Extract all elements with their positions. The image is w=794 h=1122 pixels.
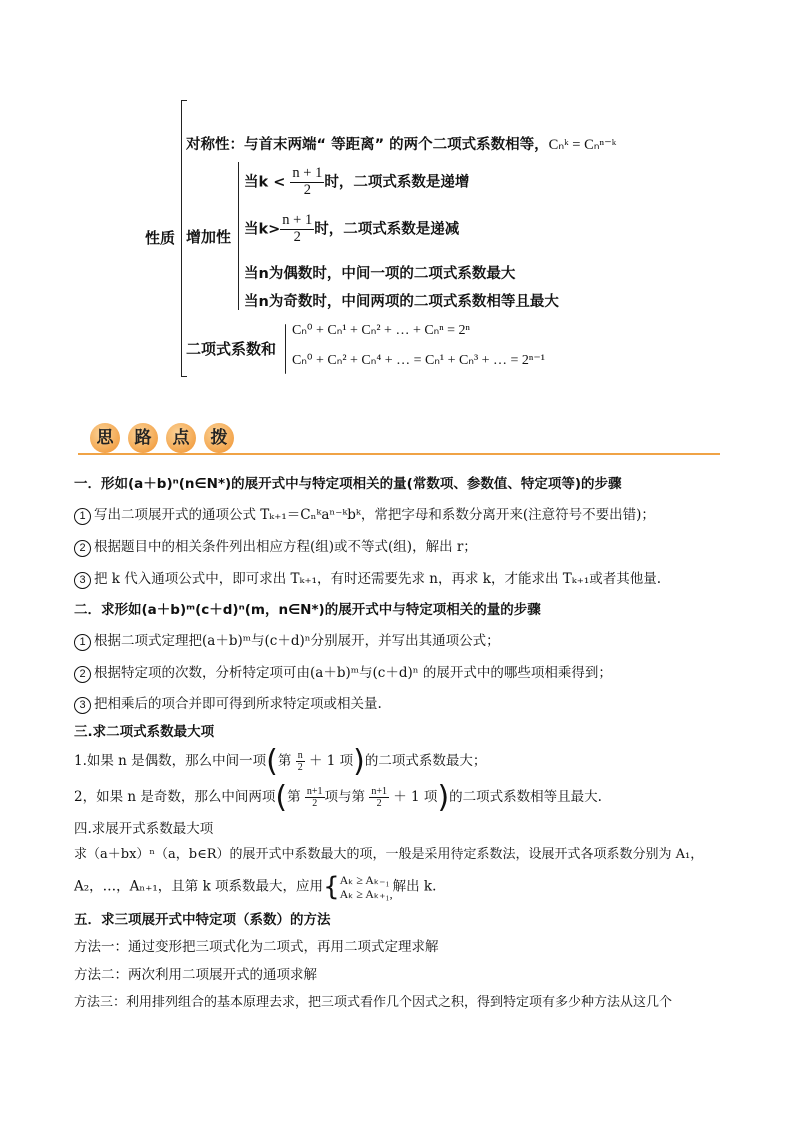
decreasing-line	[244, 213, 459, 246]
sec3-line-2	[74, 780, 602, 815]
sec3-line-1	[74, 744, 486, 779]
sec2-item-3	[74, 692, 382, 714]
dec-frac-num: n + 1	[282, 212, 313, 228]
sec1-item-3-text: 把 k 代入通项公式中，即可求出 Tₖ₊₁，有时还需要先求 n，再求 k，才能求出 Tₖ₊₁或者其他量.	[94, 571, 662, 587]
sec4-heading: 四.求展开式系数最大项	[74, 821, 214, 837]
sec3-l1-frac-num: n	[297, 750, 303, 761]
sec3-l2-b: 第	[287, 789, 301, 805]
sec3-l1-b: 第	[277, 753, 292, 769]
sec3-l2-e: 的二项式系数相等且最大.	[449, 789, 602, 805]
sum-brace	[285, 324, 286, 374]
sec4-l2-b: 解出 k.	[392, 878, 437, 895]
sec1-item-2	[74, 535, 477, 557]
sec3-l2-frac-1	[305, 786, 325, 809]
sec3-l2-frac2-den: 2	[376, 798, 382, 809]
banner-char-3: 点	[166, 423, 196, 453]
outer-brace	[181, 100, 182, 376]
monotonic-brace	[238, 162, 239, 310]
monotonic-label: 增加性	[186, 228, 232, 246]
even-line: 当n为偶数时，中间一项的二项式系数最大	[244, 266, 516, 282]
circle-number: 1	[74, 508, 91, 525]
system-brace: {	[323, 872, 340, 902]
sum-label: 二项式系数和	[186, 340, 277, 358]
sec3-l1-c: ＋ 1 项	[308, 753, 354, 769]
sec2-heading: 二．求形如(a＋b)ᵐ(c＋d)ⁿ(m，n∈N*)的展开式中与特定项相关的量的步骤	[74, 602, 541, 618]
sec2-item-1	[74, 629, 500, 651]
sec1-item-1-text: 写出二项展开式的通项公式 Tₖ₊₁＝Cₙᵏaⁿ⁻ᵏbᵏ，常把字母和系数分离开来(注意符号不要出错)；	[94, 507, 655, 523]
sec4-line-1: 求（a＋bx）ⁿ（a，b∈R）的展开式中系数最大的项，一般是采用待定系数法，设展开式各项系数分别为 A₁，	[74, 847, 704, 862]
inc-frac-num: n + 1	[292, 165, 323, 181]
ineq-2: Aₖ ≥ Aₖ₊₁,	[339, 887, 393, 901]
sec1-item-2-text: 根据题目中的相关条件列出相应方程(组)或不等式(组)，解出 r；	[94, 539, 477, 555]
circle-number: 3	[74, 572, 91, 589]
symmetry-label: 对称性：与首末两端“ 等距离” 的两个二项式系数相等，	[186, 137, 549, 153]
sec3-l2-a: 2，如果 n 是奇数，那么中间两项	[74, 789, 276, 805]
inc-frac-den: 2	[303, 181, 311, 198]
increasing-line	[244, 166, 469, 199]
sec1-item-3	[74, 567, 661, 589]
sec3-l2-d: ＋ 1 项	[393, 789, 438, 805]
section-banner	[78, 423, 720, 457]
sec3-l1-frac	[296, 750, 305, 773]
banner-char-2: 路	[128, 423, 158, 453]
banner-char-4: 拨	[204, 423, 234, 453]
circle-number: 2	[74, 540, 91, 557]
sec3-l2-frac-den: 2	[312, 798, 318, 809]
outer-brace-top	[181, 100, 187, 101]
dec-frac-den: 2	[293, 228, 301, 245]
paren-open: (	[275, 780, 288, 815]
ineq-1: Aₖ ≥ Aₖ₋₁	[339, 873, 390, 887]
symmetry-formula: Cₙᵏ = Cₙⁿ⁻ᵏ	[548, 137, 617, 153]
sec5-method-1: 方法一：通过变形把三项式化为二项式，再用二项式定理求解	[74, 939, 439, 955]
sec4-l2-a: A₂，…，Aₙ₊₁，且第 k 项系数最大，应用	[74, 878, 324, 895]
odd-line: 当n为奇数时，中间两项的二项式系数相等且最大	[244, 294, 559, 310]
sec3-heading: 三.求二项式系数最大项	[74, 724, 215, 740]
sec3-l1-d: 的二项式系数最大；	[364, 753, 487, 769]
sum-line-1: Cₙ⁰ + Cₙ¹ + Cₙ² + … + Cₙⁿ = 2ⁿ	[292, 323, 470, 338]
dec-suffix: 时，二项式系数是递减	[314, 221, 460, 238]
circle-number: 2	[74, 666, 91, 683]
sec5-method-2: 方法二：两次利用二项展开式的通项求解	[74, 967, 317, 983]
sec5-method-3: 方法三：利用排列组合的基本原理去求，把三项式看作几个因式之积，得到特定项有多少种方法从这几个	[74, 995, 673, 1010]
circle-number: 1	[74, 634, 91, 651]
sec3-l1-frac-den: 2	[297, 762, 303, 773]
paren-close: )	[437, 780, 450, 815]
inequality-system	[340, 873, 393, 901]
banner-underline	[78, 453, 720, 455]
inc-fraction	[290, 166, 324, 199]
dec-prefix: 当k>	[244, 221, 281, 238]
paren-close: )	[353, 744, 365, 779]
sec5-heading: 五．求三项展开式中特定项（系数）的方法	[74, 912, 331, 928]
banner-char-1: 思	[90, 423, 120, 453]
inc-prefix: 当k <	[244, 174, 286, 191]
sec1-heading: 一．形如(a＋b)ⁿ(n∈N*)的展开式中与特定项相关的量(常数项、参数值、特定项等)的步骤	[74, 476, 622, 492]
sec2-item-2	[74, 661, 612, 683]
root-label: 性质	[145, 229, 176, 247]
sec2-item-1-text: 根据二项式定理把(a＋b)ᵐ与(c＋d)ⁿ分别展开，并写出其通项公式；	[94, 633, 500, 649]
sec1-item-1	[74, 503, 655, 525]
outer-brace-bottom	[181, 376, 187, 377]
inc-suffix: 时，二项式系数是递增	[324, 174, 470, 191]
symmetry-text	[186, 133, 616, 154]
sec3-l2-frac-num: n+1	[306, 786, 323, 797]
sec2-item-3-text: 把相乘后的项合并即可得到所求特定项或相关量.	[94, 696, 382, 712]
dec-fraction	[280, 213, 314, 246]
sec4-line-2	[74, 872, 436, 902]
sec3-l2-c: 项与第	[324, 789, 366, 805]
sec2-item-2-text: 根据特定项的次数，分析特定项可由(a＋b)ᵐ与(c＋d)ⁿ 的展开式中的哪些项相乘得到；	[94, 665, 612, 681]
sum-line-2: Cₙ⁰ + Cₙ² + Cₙ⁴ + … = Cₙ¹ + Cₙ³ + … = 2ⁿ⁻¹	[292, 353, 545, 368]
paren-open: (	[266, 744, 278, 779]
sec3-l1-a: 1.如果 n 是偶数，那么中间一项	[74, 753, 267, 769]
sec3-l2-frac2-num: n+1	[371, 786, 387, 797]
circle-number: 3	[74, 697, 91, 714]
sec3-l2-frac-2	[369, 786, 389, 809]
